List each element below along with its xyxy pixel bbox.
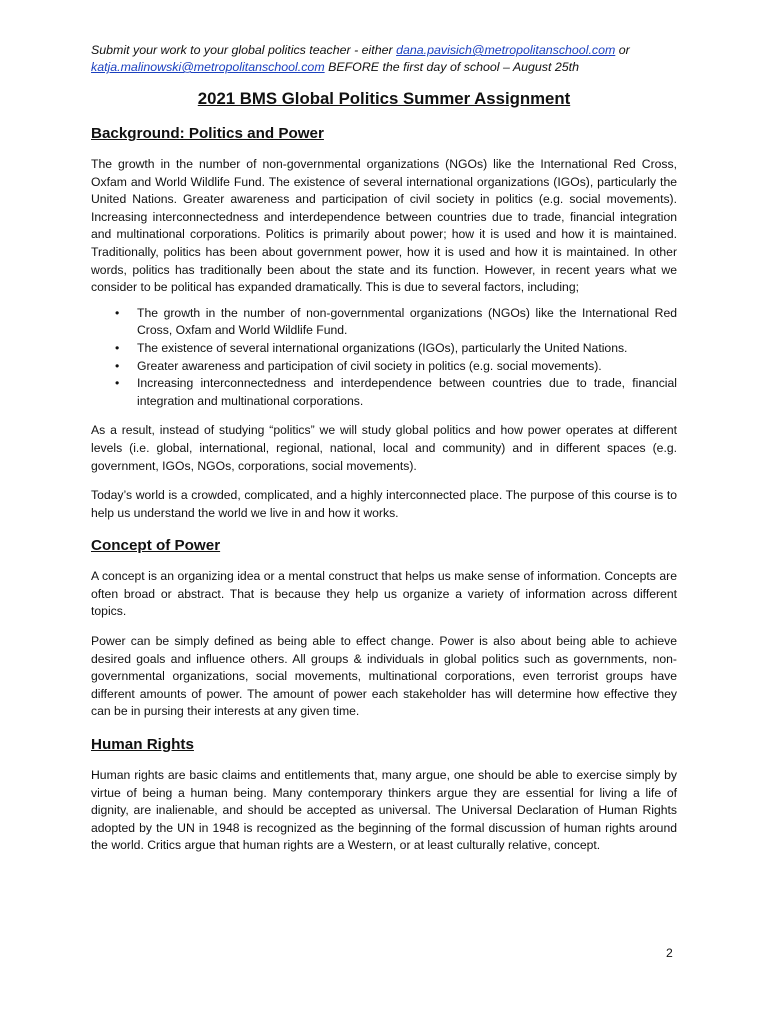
paragraph: Today’s world is a crowded, complicated, and a highly interconnected place. The purpose of this course is to help us understand the world we live in and how it works. [91, 488, 677, 520]
bullet-text: Increasing interconnectedness and interdependence between countries due to trade, financial integration and multinational corporations. [137, 376, 677, 408]
bullet-item [91, 305, 677, 340]
bullet-icon: • [115, 358, 120, 373]
bullet-item [91, 340, 677, 358]
intro-text-mid: or [615, 43, 630, 57]
bullet-item [91, 358, 677, 376]
paragraph: Human rights are basic claims and entitlements that, many argue, one should be able to exercise simply by virtue of being a human being. Many contemporary thinkers argue they are essential for living a life of dignity, are inalienable, and should be accepted as universal. The Universal Declaration of Human Rights adopted by the UN in 1948 is recognized as the beginning of the formal discussion of human rights around the world. Critics argue that human rights are a Western, or at least culturally relative, concept. [91, 768, 677, 853]
page-number: 2 [666, 946, 673, 960]
section-heading-concept-of-power: Concept of Power [91, 537, 221, 555]
bullet-text: The existence of several international organizations (IGOs), particularly the United Nations. [137, 340, 628, 355]
intro-text-after: BEFORE the first day of school – August 25th [324, 60, 580, 74]
bullet-icon: • [115, 340, 120, 355]
email-link-malinowski[interactable]: katja.malinowski@metropolitanschool.com [91, 60, 325, 74]
bullet-text: Greater awareness and participation of civil society in politics (e.g. social movements). [137, 358, 602, 373]
document-title: 2021 BMS Global Politics Summer Assignment [197, 89, 571, 108]
paragraph: As a result, instead of studying “politics” we will study global politics and how power operates at different levels (i.e. global, international, regional, national, local and community) and in different spaces (e.g. government, IGOs, NGOs, corporations, social movements). [91, 423, 677, 473]
bullet-text: The growth in the number of non-governmental organizations (NGOs) like the International Red Cross, Oxfam and World Wildlife Fund. [137, 305, 677, 338]
bullet-item [91, 375, 677, 410]
submission-instructions [91, 42, 677, 76]
paragraph: The growth in the number of non-governmental organizations (NGOs) like the International Red Cross, Oxfam and World Wildlife Fund. The existence of several international organizations (IGOs), particularly the United Nations. Greater awareness and participation of civil society in politics (e.g. social movements). Increasing interconnectedness and interdependence between countries due to trade, financial integration and multinational corporations. Politics is primarily about power; how it is used and how it is maintained. Traditionally, politics has been about government power, how it is used and how it is maintained. In other words, politics has traditionally been about the state and its function. However, in recent years what we consider to be political has expanded dramatically. This is due to several factors, including; [91, 157, 677, 295]
bullet-icon: • [115, 305, 120, 320]
document-page [91, 42, 677, 855]
email-link-pavisich[interactable]: dana.pavisich@metropolitanschool.com [396, 43, 616, 57]
paragraph: A concept is an organizing idea or a mental construct that helps us make sense of information. Concepts are often broad or abstract. That is because they help us organize a variety of information across different topics. [91, 569, 677, 619]
bullet-list [91, 305, 677, 411]
section-heading-human-rights: Human Rights [91, 736, 194, 754]
bullet-icon: • [115, 376, 120, 391]
paragraph: Power can be simply defined as being able to effect change. Power is also about being able to achieve desired goals and influence others. All groups & individuals in global politics such as governments, non-governmental organizations, social movements, multinational corporations, even terrorist groups have different amounts of power. The amount of power each stakeholder has will determine how effective they can be in pursing their interests at any given time. [91, 634, 677, 719]
intro-text-before: Submit your work to your global politics teacher - either [91, 43, 397, 57]
section-heading-background: Background: Politics and Power [91, 125, 324, 142]
